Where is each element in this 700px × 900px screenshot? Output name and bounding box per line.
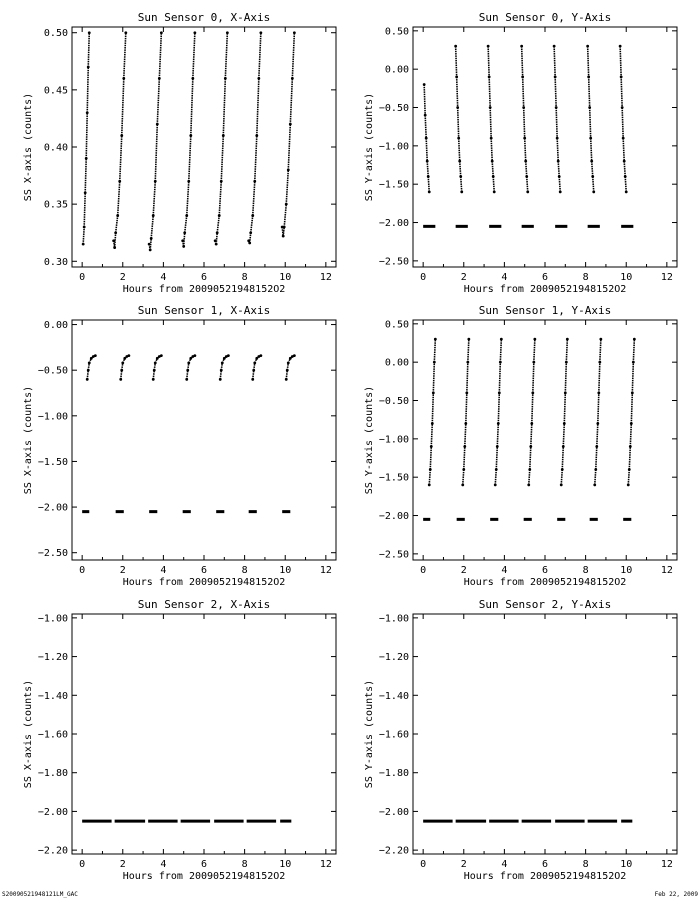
y-tick-label: 0.40 xyxy=(43,142,68,154)
data-stream xyxy=(155,124,157,181)
x-tick-label: 6 xyxy=(541,859,549,870)
data-stream xyxy=(251,216,253,233)
data-stream xyxy=(290,78,292,124)
x-tick-label: 12 xyxy=(319,272,332,283)
y-tick-label: −1.00 xyxy=(37,411,68,423)
x-tick-label: 12 xyxy=(660,272,673,283)
x-tick-label: 2 xyxy=(119,859,126,870)
x-tick-label: 8 xyxy=(241,565,248,576)
data-stream xyxy=(426,138,427,161)
x-tick-label: 6 xyxy=(541,272,549,283)
x-tick-label: 2 xyxy=(460,859,467,870)
x-tick-label: 12 xyxy=(660,565,673,576)
data-stream xyxy=(428,177,429,192)
x-tick-label: 8 xyxy=(582,565,589,576)
data-stream xyxy=(124,33,126,79)
data-stream xyxy=(633,339,634,362)
y-tick-label: −1.60 xyxy=(37,729,68,741)
data-stream xyxy=(563,424,564,447)
data-stream xyxy=(497,424,498,447)
data-stream xyxy=(150,238,151,249)
y-tick-label: −2.00 xyxy=(378,806,409,818)
data-stream xyxy=(427,161,428,176)
data-stream xyxy=(465,424,466,447)
data-stream xyxy=(191,78,193,135)
y-tick-label: 0.50 xyxy=(384,319,409,331)
x-tick-label: 8 xyxy=(582,859,589,870)
chart-title: Sun Sensor 0, Y-Axis xyxy=(478,11,612,24)
data-series-0 xyxy=(423,45,628,193)
y-axis-label: SS X-axis (counts) xyxy=(23,92,34,202)
data-stream xyxy=(589,77,590,108)
chart-panel-5 xyxy=(364,598,677,882)
data-stream xyxy=(288,124,290,170)
data-stream xyxy=(631,393,632,424)
y-tick-label: 0.00 xyxy=(43,320,68,332)
y-tick-label: −1.20 xyxy=(37,652,68,664)
x-axis-label: Hours from 20090521948152O2 xyxy=(122,577,286,588)
data-stream xyxy=(463,470,464,485)
data-stream xyxy=(458,108,459,139)
data-stream xyxy=(561,470,562,485)
data-stream xyxy=(223,78,225,135)
x-tick-label: 6 xyxy=(200,272,208,283)
y-tick-label: −1.80 xyxy=(378,768,409,780)
x-tick-label: 10 xyxy=(620,272,633,283)
data-stream xyxy=(595,470,596,485)
x-tick-label: 6 xyxy=(541,565,549,576)
data-stream xyxy=(157,78,159,124)
data-stream xyxy=(500,339,501,362)
data-stream xyxy=(193,33,195,79)
data-stream xyxy=(187,181,189,215)
data-stream xyxy=(599,362,600,393)
data-stream xyxy=(457,77,458,108)
data-stream xyxy=(598,393,599,424)
data-stream xyxy=(84,193,85,227)
data-stream xyxy=(466,393,467,424)
data-stream xyxy=(489,77,490,108)
data-stream xyxy=(121,370,122,379)
y-tick-label: −2.20 xyxy=(378,845,409,857)
y-tick-label: −1.00 xyxy=(37,613,68,625)
data-stream xyxy=(286,170,288,204)
data-stream xyxy=(151,216,153,239)
y-tick-label: −1.80 xyxy=(37,768,68,780)
y-axis-label: SS Y-axis (counts) xyxy=(364,92,375,202)
x-tick-label: 0 xyxy=(79,272,86,283)
y-tick-label: −1.20 xyxy=(378,652,409,664)
data-stream xyxy=(259,33,261,79)
data-stream xyxy=(488,46,489,77)
data-stream xyxy=(86,113,87,159)
data-stream xyxy=(116,216,118,233)
x-axis-label: Hours from 20090521948152O2 xyxy=(122,871,286,882)
data-stream xyxy=(495,470,496,485)
data-stream xyxy=(491,138,492,161)
x-tick-label: 6 xyxy=(200,859,208,870)
data-stream xyxy=(523,77,524,108)
data-stream xyxy=(425,115,426,138)
data-stream xyxy=(557,138,558,161)
data-stream xyxy=(189,136,191,182)
data-stream xyxy=(456,46,457,77)
data-stream xyxy=(623,138,624,161)
data-stream xyxy=(464,447,465,470)
data-stream xyxy=(592,161,593,176)
data-stream xyxy=(257,78,259,135)
data-stream xyxy=(292,33,294,79)
data-stream xyxy=(533,362,534,393)
data-stream xyxy=(187,370,188,379)
chart-panel-1 xyxy=(364,11,677,295)
data-stream xyxy=(434,339,435,362)
y-tick-label: −0.50 xyxy=(37,365,68,377)
data-stream xyxy=(153,181,155,215)
x-tick-label: 4 xyxy=(501,565,508,576)
y-axis-label: SS Y-axis (counts) xyxy=(364,679,375,789)
data-stream xyxy=(216,233,217,244)
y-tick-label: −1.00 xyxy=(378,613,409,625)
y-axis-label: SS X-axis (counts) xyxy=(23,679,34,789)
data-series-0 xyxy=(86,354,296,381)
chart-panel-4 xyxy=(23,598,336,882)
data-stream xyxy=(424,85,425,116)
x-axis-label: Hours from 20090521948152O2 xyxy=(463,577,627,588)
data-stream xyxy=(593,177,594,192)
x-axis-label: Hours from 20090521948152O2 xyxy=(463,284,627,295)
data-stream xyxy=(153,370,154,379)
data-stream xyxy=(591,138,592,161)
y-tick-label: 0.50 xyxy=(384,26,409,38)
chart-title: Sun Sensor 2, Y-Axis xyxy=(478,598,612,611)
y-tick-label: −2.00 xyxy=(37,502,68,514)
data-stream xyxy=(554,46,555,77)
chart-title: Sun Sensor 2, X-Axis xyxy=(137,598,271,611)
y-tick-label: 0.45 xyxy=(43,85,68,97)
data-stream xyxy=(253,181,255,215)
y-tick-label: 0.00 xyxy=(384,357,409,369)
data-stream xyxy=(632,362,633,393)
chart-panel-0 xyxy=(23,11,336,295)
data-stream xyxy=(496,447,497,470)
y-tick-label: −2.20 xyxy=(37,845,68,857)
x-tick-label: 0 xyxy=(420,859,427,870)
data-stream xyxy=(255,136,257,182)
x-tick-label: 12 xyxy=(660,859,673,870)
data-stream xyxy=(468,339,469,362)
data-stream xyxy=(530,447,531,470)
x-tick-label: 4 xyxy=(501,859,508,870)
chart-title: Sun Sensor 1, X-Axis xyxy=(137,304,271,317)
data-stream xyxy=(624,161,625,176)
data-stream xyxy=(432,393,433,424)
data-stream xyxy=(159,33,161,79)
data-stream xyxy=(524,108,525,139)
data-stream xyxy=(597,424,598,447)
data-stream xyxy=(217,216,219,233)
data-stream xyxy=(429,470,430,485)
x-tick-label: 2 xyxy=(460,272,467,283)
data-stream xyxy=(531,424,532,447)
data-stream xyxy=(590,108,591,139)
data-stream xyxy=(460,161,461,176)
x-tick-label: 4 xyxy=(160,565,167,576)
data-stream xyxy=(566,339,567,362)
data-stream xyxy=(85,158,86,192)
data-stream xyxy=(492,161,493,176)
data-stream xyxy=(532,393,533,424)
data-stream xyxy=(184,233,185,247)
y-tick-label: −2.50 xyxy=(37,548,68,560)
x-tick-label: 2 xyxy=(119,272,126,283)
y-tick-label: −1.50 xyxy=(37,456,68,468)
y-axis-label: SS Y-axis (counts) xyxy=(364,385,375,495)
y-tick-label: −1.50 xyxy=(378,472,409,484)
plot-frame xyxy=(413,27,677,267)
data-stream xyxy=(459,138,460,161)
data-stream xyxy=(122,78,124,135)
x-axis-label: Hours from 20090521948152O2 xyxy=(122,284,286,295)
data-stream xyxy=(534,339,535,362)
y-tick-label: −2.50 xyxy=(378,256,409,268)
y-tick-label: −2.00 xyxy=(378,511,409,523)
data-stream xyxy=(565,362,566,393)
y-tick-label: −1.40 xyxy=(37,690,68,702)
y-tick-label: −0.50 xyxy=(378,103,409,115)
y-tick-label: 0.30 xyxy=(43,256,68,268)
x-tick-label: 10 xyxy=(279,565,292,576)
data-stream xyxy=(433,362,434,393)
data-stream xyxy=(628,470,629,485)
x-tick-label: 8 xyxy=(582,272,589,283)
x-tick-label: 0 xyxy=(79,565,86,576)
x-tick-label: 0 xyxy=(79,859,86,870)
data-stream xyxy=(558,161,559,176)
x-tick-label: 8 xyxy=(241,272,248,283)
data-stream xyxy=(600,339,601,362)
data-stream xyxy=(87,67,88,113)
plot-frame xyxy=(413,320,677,560)
data-stream xyxy=(461,177,462,192)
data-stream xyxy=(526,161,527,176)
data-stream xyxy=(556,108,557,139)
x-tick-label: 10 xyxy=(279,859,292,870)
data-stream xyxy=(621,77,622,108)
chart-panel-2 xyxy=(23,304,336,588)
plot-frame xyxy=(413,614,677,854)
data-stream xyxy=(622,108,623,139)
data-stream xyxy=(555,77,556,108)
data-stream xyxy=(431,424,432,447)
x-tick-label: 8 xyxy=(241,859,248,870)
x-tick-label: 4 xyxy=(501,272,508,283)
data-stream xyxy=(620,46,621,77)
data-stream xyxy=(493,177,494,192)
x-tick-label: 10 xyxy=(279,272,292,283)
y-tick-label: −1.50 xyxy=(378,179,409,191)
data-stream xyxy=(87,370,88,379)
data-stream xyxy=(225,33,227,79)
data-stream xyxy=(525,138,526,161)
x-tick-label: 12 xyxy=(319,859,332,870)
chart-panel-3 xyxy=(364,304,677,588)
chart-title: Sun Sensor 0, X-Axis xyxy=(137,11,271,24)
data-stream xyxy=(630,424,631,447)
x-tick-label: 0 xyxy=(420,272,427,283)
y-tick-label: −1.60 xyxy=(378,729,409,741)
x-tick-label: 6 xyxy=(200,565,208,576)
y-tick-label: −1.40 xyxy=(378,690,409,702)
data-series-0 xyxy=(82,31,296,251)
data-stream xyxy=(629,447,630,470)
footer-file-label: S20090521948121LM_GAC xyxy=(2,891,78,898)
data-stream xyxy=(596,447,597,470)
x-tick-label: 0 xyxy=(420,565,427,576)
data-stream xyxy=(625,177,626,192)
data-stream xyxy=(527,177,528,192)
plot-frame xyxy=(72,614,336,854)
data-stream xyxy=(185,216,187,233)
y-tick-label: −0.50 xyxy=(378,396,409,408)
data-stream xyxy=(498,393,499,424)
x-tick-label: 4 xyxy=(160,859,167,870)
data-stream xyxy=(221,136,223,182)
data-stream xyxy=(430,447,431,470)
y-tick-label: −2.00 xyxy=(37,806,68,818)
data-stream xyxy=(284,204,286,227)
data-stream xyxy=(219,181,221,215)
y-tick-label: −2.00 xyxy=(378,218,409,230)
x-tick-label: 2 xyxy=(460,565,467,576)
data-series-0 xyxy=(428,338,636,486)
y-tick-label: −1.00 xyxy=(378,434,409,446)
y-tick-label: 0.00 xyxy=(384,64,409,76)
x-axis-label: Hours from 20090521948152O2 xyxy=(463,871,627,882)
data-stream xyxy=(490,108,491,139)
data-stream xyxy=(120,136,122,182)
x-tick-label: 12 xyxy=(319,565,332,576)
y-tick-label: −2.50 xyxy=(378,549,409,561)
data-stream xyxy=(559,177,560,192)
x-tick-label: 2 xyxy=(119,565,126,576)
y-tick-label: 0.35 xyxy=(43,199,68,211)
y-tick-label: 0.50 xyxy=(43,28,68,40)
data-stream xyxy=(588,46,589,77)
plot-frame xyxy=(72,320,336,560)
data-stream xyxy=(499,362,500,393)
x-tick-label: 4 xyxy=(160,272,167,283)
data-stream xyxy=(529,470,530,485)
plot-frame xyxy=(72,27,336,267)
data-stream xyxy=(564,393,565,424)
data-stream xyxy=(253,370,254,379)
x-tick-label: 10 xyxy=(620,859,633,870)
data-stream xyxy=(467,362,468,393)
y-axis-label: SS X-axis (counts) xyxy=(23,385,34,495)
data-stream xyxy=(562,447,563,470)
data-stream xyxy=(83,227,84,244)
data-stream xyxy=(220,370,221,379)
data-stream xyxy=(118,181,120,215)
y-tick-label: −1.00 xyxy=(378,141,409,153)
x-tick-label: 10 xyxy=(620,565,633,576)
data-stream xyxy=(88,33,89,67)
data-stream xyxy=(522,46,523,77)
chart-title: Sun Sensor 1, Y-Axis xyxy=(478,304,612,317)
data-stream xyxy=(286,370,287,379)
footer-date-label: Feb 22, 2009 xyxy=(654,891,698,898)
